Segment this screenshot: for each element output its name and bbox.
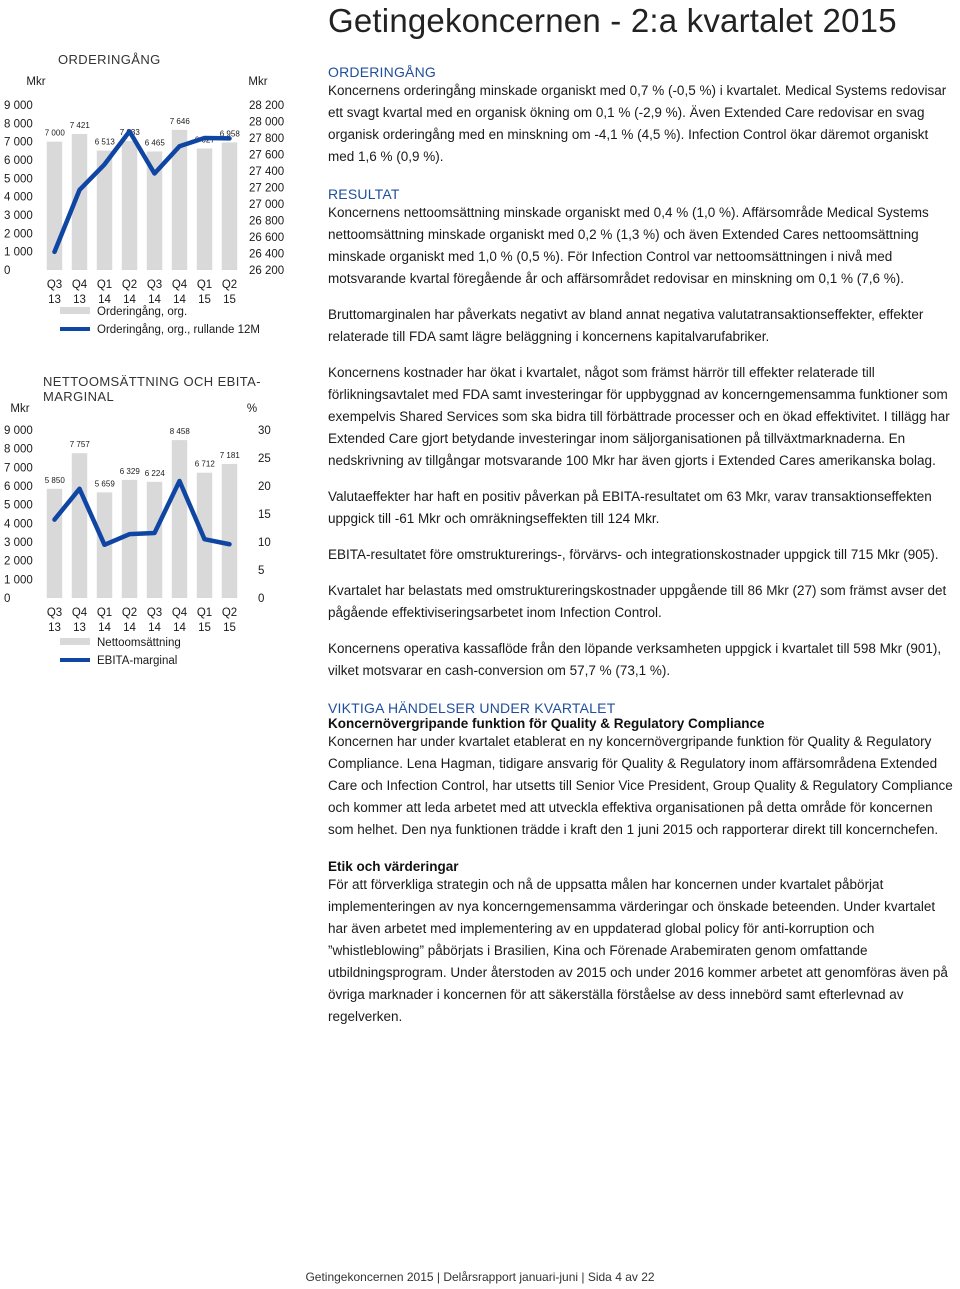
ordering-right-tick: 28 200	[249, 100, 285, 112]
sales-x-tick-quarter: Q3	[146, 607, 163, 619]
sales-bar	[172, 440, 188, 598]
ordering-right-tick: 27 600	[249, 149, 285, 162]
ordering-bar	[122, 141, 138, 270]
sales-ebita-chart	[0, 360, 310, 680]
ordering-paragraph: Koncernens orderingång minskade organiskt med 0,7 % (-0,5 %) i kvartalet. Medical Systems redovisar ett svagt kvartal med en organisk ökning om 0,1 % (-2,9 %). Även Extended Care redovisar en svag organisk orderingång med en minskning om -4,1 % (4,5 %). Infection Control ökar däremot organiskt med 1,6 % (0,9 %).	[328, 83, 947, 164]
ordering-x-tick-quarter: Q4	[171, 279, 188, 291]
sales-x-tick-year: 15	[223, 622, 236, 634]
sales-bar-label: 7 181	[219, 450, 240, 460]
sales-left-tick: 7 000	[4, 462, 33, 475]
sales-x-tick-quarter: Q1	[96, 607, 113, 619]
sales-right-tick: 0	[258, 593, 265, 605]
sales-x-tick-quarter: Q2	[221, 607, 238, 619]
sales-bar-label: 8 458	[169, 427, 190, 437]
sales-x-tick-year: 13	[73, 622, 86, 634]
ordering-left-tick: 5 000	[4, 173, 33, 186]
sales-left-tick: 1 000	[4, 574, 33, 587]
sales-x-tick-year: 14	[123, 622, 136, 634]
ordering-x-tick-year: 15	[198, 294, 211, 306]
ordering-right-tick: 26 800	[249, 215, 285, 228]
ordering-right-tick: 27 400	[249, 166, 285, 178]
sales-left-tick: 4 000	[4, 518, 33, 531]
ordering-right-unit: Mkr	[248, 76, 268, 88]
ordering-left-tick: 3 000	[4, 210, 33, 222]
sales-legend-bar-label: Nettoomsättning	[97, 637, 181, 649]
ordering-left-tick: 4 000	[4, 191, 33, 204]
ordering-chart-svg	[0, 40, 310, 340]
ordering-left-tick: 1 000	[4, 246, 33, 259]
result-paragraph-5: EBITA-resultatet före omstrukturerings-, förvärvs- och integrationskostnader uppgick till 715 Mkr (905).	[328, 547, 939, 562]
ordering-left-tick: 2 000	[4, 228, 33, 241]
ordering-right-tick: 27 800	[249, 133, 285, 145]
result-paragraph-4: Valutaeffekter har haft en positiv påverkan på EBITA-resultatet om 63 Mkr, varav transaktionseffekten uppgick till -61 Mkr och omräkningseffekten till 124 Mkr.	[328, 489, 932, 526]
ordering-x-tick-quarter: Q1	[96, 279, 113, 291]
ordering-left-unit: Mkr	[26, 76, 46, 88]
ordering-x-tick-year: 14	[148, 294, 161, 306]
ordering-x-tick-quarter: Q4	[71, 279, 88, 291]
ordering-bar	[222, 142, 238, 270]
sales-x-tick-year: 14	[148, 622, 161, 634]
result-paragraph-6: Kvartalet har belastats med omstruktureringskostnader uppgående till 86 Mkr (27) som främst avser det pågående effektiviseringsarbetet inom Infection Control.	[328, 583, 947, 620]
sales-left-tick: 0	[4, 593, 11, 605]
sales-bar	[147, 482, 163, 598]
sales-right-tick: 20	[258, 481, 271, 493]
result-paragraph-3: Koncernens kostnader har ökat i kvartalet, något som främst härrör till effekter relaterade till förlikningsavtalet med FDA samt investeringar för uppbyggnad av koncerngemensamma funktioner som exempelvis Shared Services som ska bidra till förbättrade processer och en ökad effektivitet. I tillägg har Extended Care gjort betydande investeringar inom säljorganisationen på tillväxtmarknaderna. En nedskrivning av tillgångar motsvarande 100 Mkr har även gjorts i Extended Cares amerikanska bolag.	[328, 365, 950, 468]
sales-title-line-1: NETTOOMSÄTTNING OCH EBITA-	[43, 374, 261, 389]
result-paragraph-2: Bruttomarginalen har påverkats negativt av bland annat negativa valutatransaktionseffekter, effekter relaterade till FDA samt lägre beläggning i koncernens kapitalvarufabriker.	[328, 307, 924, 344]
ordering-title: ORDERINGÅNG	[58, 52, 161, 67]
quality-heading: Koncernövergripande funktion för Quality & Regulatory Compliance	[328, 716, 765, 731]
ordering-heading: ORDERINGÅNG	[328, 64, 436, 80]
ordering-x-tick-year: 14	[98, 294, 111, 306]
ordering-right-tick: 28 000	[249, 116, 285, 129]
ordering-x-tick-year: 15	[223, 294, 236, 306]
ordering-legend-line-label: Orderingång, org., rullande 12M	[97, 324, 261, 336]
ordering-left-tick: 8 000	[4, 118, 33, 131]
sales-legend-bar-swatch	[60, 638, 90, 645]
ordering-bar-label: 7 646	[169, 116, 190, 126]
sales-right-tick: 30	[258, 425, 271, 437]
page-footer: Getingekoncernen 2015 | Delårsrapport januari-juni | Sida 4 av 22	[305, 1270, 655, 1284]
sales-x-tick-quarter: Q2	[121, 607, 138, 619]
sales-bar-label: 6 224	[144, 468, 165, 478]
ordering-right-tick: 27 000	[249, 199, 285, 211]
sales-bar-label: 5 850	[44, 475, 65, 485]
ordering-x-tick-year: 13	[48, 294, 61, 306]
ordering-x-tick-year: 14	[123, 294, 136, 306]
ordering-legend-bar-swatch	[60, 307, 90, 314]
sales-x-tick-quarter: Q3	[46, 607, 63, 619]
sales-legend-line-label: EBITA-marginal	[97, 655, 178, 667]
ordering-bar-label: 7 033	[119, 128, 140, 138]
ordering-left-tick: 6 000	[4, 155, 33, 167]
page-title: Getingekoncernen - 2:a kvartalet 2015	[328, 2, 897, 39]
ordering-right-tick: 27 200	[249, 182, 285, 195]
sales-x-tick-year: 14	[173, 622, 186, 634]
sales-right-unit: %	[246, 403, 258, 415]
sales-bar	[222, 464, 238, 598]
sales-right-tick: 10	[258, 537, 271, 549]
sales-left-unit: Mkr	[10, 403, 30, 415]
sales-bar-label: 6 329	[119, 466, 140, 476]
ordering-x-tick-quarter: Q2	[121, 279, 138, 291]
result-paragraph-7: Koncernens operativa kassaflöde från den löpande verksamheten uppgick i kvartalet till 598 Mkr (901), vilket motsvarar en cash-conversion om 57,7 % (73,1 %).	[328, 641, 942, 678]
sales-left-tick: 2 000	[4, 555, 33, 568]
sales-x-tick-quarter: Q4	[171, 607, 188, 619]
sales-bar-label: 6 712	[194, 459, 215, 469]
sales-right-tick: 25	[258, 453, 271, 465]
sales-right-tick: 5	[258, 565, 265, 577]
ordering-bar-label: 7 421	[69, 120, 90, 130]
ordering-x-tick-quarter: Q3	[146, 279, 163, 291]
ordering-bar-label: 6 958	[219, 129, 240, 139]
sales-title-line-2: MARGINAL	[43, 389, 115, 404]
events-heading: VIKTIGA HÄNDELSER UNDER KVARTALET	[328, 700, 616, 716]
result-paragraph-1: Koncernens nettoomsättning minskade organiskt med 0,4 % (1,0 %). Affärsområde Medical Systems nettoomsättning minskade organiskt med 0,2 % (1,3 %) och även Extended Cares nettoomsättning minskade organiskt med 1,0 % (0,5 %). För Infection Control var nettoomsättningen i nivå med motsvarande kvartal föregående år och affärsområdet redovisar en minskning om 0,1 % (7,6 %).	[328, 205, 929, 286]
ordering-x-tick-quarter: Q3	[46, 279, 63, 291]
ethics-paragraph: För att förverkliga strategin och nå de uppsatta målen har koncernen under kvartalet påbörjat implementeringen av nya koncerngemensamma värderingar och önskade beteenden. Under kvartalet har även arbetet med implementering av en uppdaterad global policy för anti-korruption och ”whistleblowing” påbörjats i Brasilien, Kina och Förenade Arabemiraten genom omfattande utbildningsprogram. Under återstoden av 2015 och under 2016 kommer arbetet att genomföras även på övriga marknader i koncernen för att säkerställa förståelse av dess innebörd samt efterlevnad av regelverken.	[328, 877, 948, 1024]
sales-left-tick: 5 000	[4, 499, 33, 512]
ordering-bar-label: 6 465	[144, 138, 165, 148]
ethics-heading: Etik och värderingar	[328, 859, 459, 874]
ordering-x-tick-quarter: Q1	[196, 279, 213, 291]
ordering-chart	[0, 40, 310, 340]
sales-left-tick: 3 000	[4, 537, 33, 549]
sales-x-tick-quarter: Q1	[196, 607, 213, 619]
ordering-left-tick: 0	[4, 265, 11, 277]
sales-bar	[72, 453, 88, 598]
sales-bar-label: 7 757	[69, 440, 90, 450]
sales-x-tick-year: 14	[98, 622, 111, 634]
sales-ebita-chart-svg	[0, 360, 310, 680]
ordering-right-tick: 26 200	[249, 265, 285, 277]
ordering-bar	[197, 149, 213, 270]
ordering-right-tick: 26 400	[249, 248, 285, 261]
sales-left-tick: 8 000	[4, 443, 33, 456]
text-column	[328, 64, 958, 1028]
ordering-x-tick-year: 14	[173, 294, 186, 306]
sales-left-tick: 6 000	[4, 481, 33, 493]
sales-bar-label: 5 659	[94, 479, 115, 489]
sales-left-tick: 9 000	[4, 425, 33, 437]
sales-bar	[122, 480, 138, 598]
sales-bar	[47, 489, 63, 598]
ordering-left-tick: 7 000	[4, 136, 33, 149]
ordering-x-tick-year: 13	[73, 294, 86, 306]
ordering-left-tick: 9 000	[4, 100, 33, 112]
ordering-bar-label: 6 627	[194, 135, 215, 145]
result-heading: RESULTAT	[328, 186, 400, 202]
sales-right-tick: 15	[258, 509, 271, 521]
sales-x-tick-quarter: Q4	[71, 607, 88, 619]
ordering-x-tick-quarter: Q2	[221, 279, 238, 291]
sales-x-tick-year: 13	[48, 622, 61, 634]
ordering-legend-bar-label: Orderingång, org.	[97, 306, 188, 318]
ordering-right-tick: 26 600	[249, 232, 285, 244]
sales-x-tick-year: 15	[198, 622, 211, 634]
ordering-bar-label: 7 000	[44, 128, 65, 138]
ordering-bar-label: 6 513	[94, 137, 115, 147]
quality-paragraph: Koncernen har under kvartalet etablerat en ny koncernövergripande funktion för Quality & Regulatory Compliance. Lena Hagman, tidigare ansvarig för Quality & Regulatory inom affärsområdena Extended Care och Infection Control, har utsetts till Senior Vice President, Group Quality & Regulatory Compliance och kommer att leda arbetet med att utveckla effektiva organisationen på detta område för koncernen som helhet. Den nya funktionen trädde i kraft den 1 juni 2015 och rapporterar direkt till koncernchefen.	[328, 734, 953, 837]
